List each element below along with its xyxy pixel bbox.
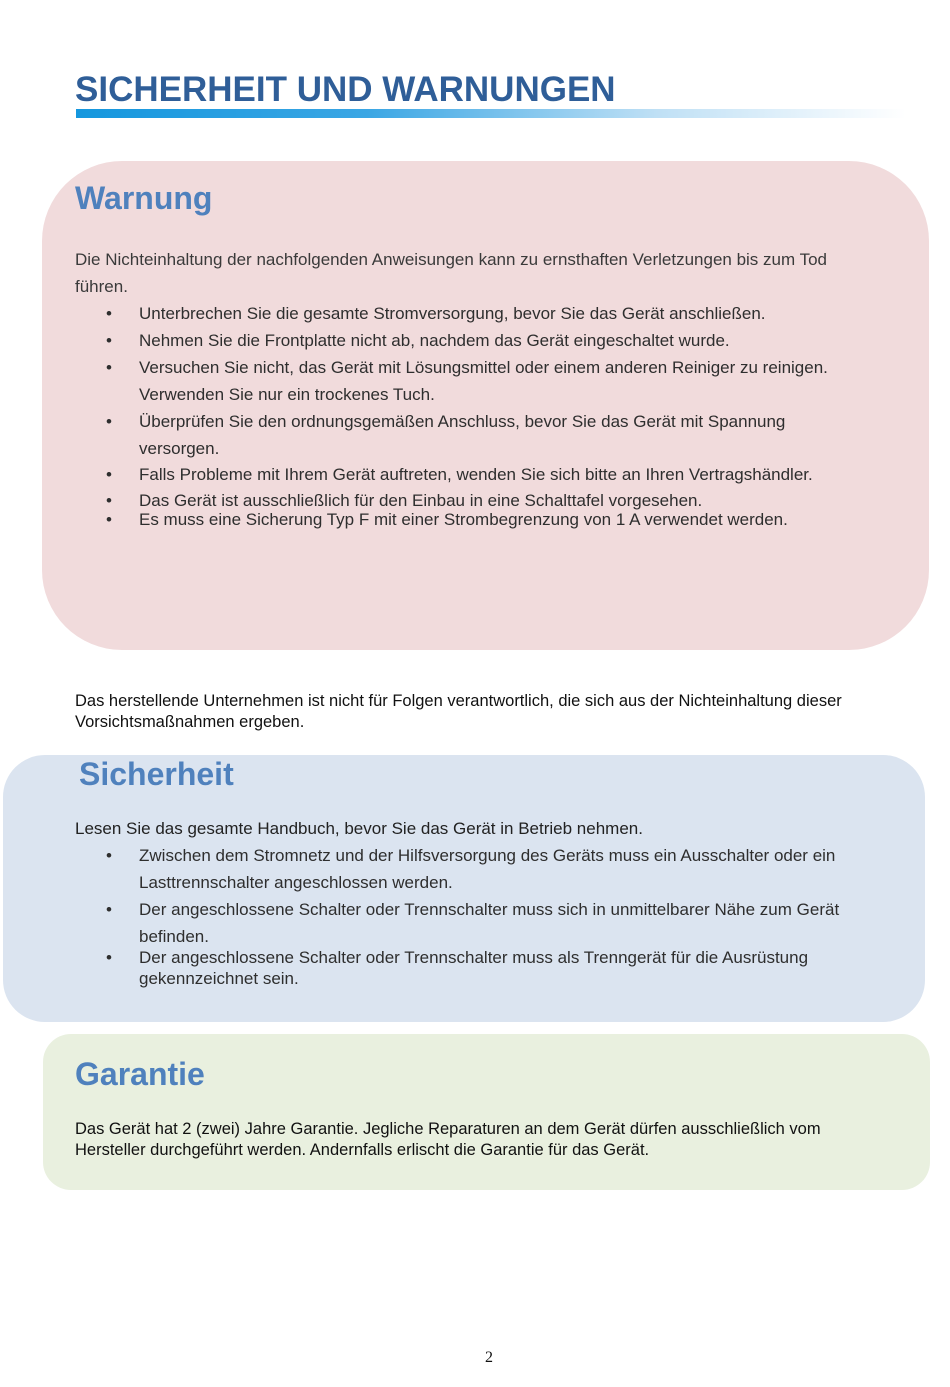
warning-list bbox=[75, 300, 828, 530]
list-item bbox=[75, 354, 828, 408]
safety-heading: Sicherheit bbox=[79, 756, 234, 792]
list-item bbox=[75, 462, 828, 488]
bullet-icon: • bbox=[106, 465, 112, 484]
bullet-icon: • bbox=[106, 331, 112, 350]
bullet-icon: • bbox=[106, 948, 112, 967]
list-item bbox=[75, 896, 839, 950]
list-item-text: Überprüfen Sie den ordnungsgemäßen Anschluss, bevor Sie das Gerät mit Spannung bbox=[139, 412, 786, 431]
list-item-text: gekennzeichnet sein. bbox=[139, 969, 299, 988]
warranty-text bbox=[75, 1119, 821, 1161]
safety-intro: Lesen Sie das gesamte Handbuch, bevor Sie das Gerät in Betrieb nehmen. bbox=[75, 819, 643, 838]
warning-heading: Warnung bbox=[75, 180, 213, 216]
list-item-text: befinden. bbox=[139, 927, 209, 946]
list-item bbox=[75, 510, 828, 530]
list-item-text: Verwenden Sie nur ein trockenes Tuch. bbox=[139, 385, 435, 404]
list-item-text: Falls Probleme mit Ihrem Gerät auftreten, wenden Sie sich bitte an Ihren Vertragshändler. bbox=[139, 465, 813, 484]
warranty-line: Das Gerät hat 2 (zwei) Jahre Garantie. Jegliche Reparaturen an dem Gerät dürfen ausschließlich vom bbox=[75, 1120, 821, 1138]
list-item-text: Das Gerät ist ausschließlich für den Einbau in eine Schalttafel vorgesehen. bbox=[139, 491, 703, 510]
list-item-text: Nehmen Sie die Frontplatte nicht ab, nachdem das Gerät eingeschaltet wurde. bbox=[139, 331, 730, 350]
disclaimer-line: Das herstellende Unternehmen ist nicht für Folgen verantwortlich, die sich aus der Nichteinhaltung dieser bbox=[75, 692, 842, 710]
bullet-icon: • bbox=[106, 304, 112, 323]
list-item-text: Es muss eine Sicherung Typ F mit einer Strombegrenzung von 1 A verwendet werden. bbox=[139, 510, 788, 529]
bullet-icon: • bbox=[106, 900, 112, 919]
list-item-text: Lasttrennschalter angeschlossen werden. bbox=[139, 873, 453, 892]
list-item bbox=[75, 408, 828, 462]
bullet-icon: • bbox=[106, 491, 112, 510]
list-item bbox=[75, 300, 828, 327]
bullet-icon: • bbox=[106, 358, 112, 377]
list-item-text: Der angeschlossene Schalter oder Trennschalter muss sich in unmittelbarer Nähe zum Gerät bbox=[139, 900, 840, 919]
disclaimer bbox=[75, 691, 842, 733]
disclaimer-line: Vorsichtsmaßnahmen ergeben. bbox=[75, 713, 305, 731]
warning-intro-line: führen. bbox=[75, 277, 128, 296]
list-item-text: Versuchen Sie nicht, das Gerät mit Lösungsmittel oder einem anderen Reiniger zu reinigen. bbox=[139, 358, 828, 377]
warranty-heading: Garantie bbox=[75, 1056, 205, 1092]
page-number: 2 bbox=[485, 1349, 493, 1366]
bullet-icon: • bbox=[106, 846, 112, 865]
list-item-text: versorgen. bbox=[139, 439, 220, 458]
bullet-icon: • bbox=[106, 412, 112, 431]
warning-intro bbox=[75, 246, 827, 300]
page-title: SICHERHEIT UND WARNUNGEN bbox=[75, 70, 616, 109]
title-underline bbox=[76, 109, 906, 118]
list-item bbox=[75, 327, 828, 354]
list-item bbox=[75, 947, 839, 989]
list-item-text: Zwischen dem Stromnetz und der Hilfsversorgung des Geräts muss ein Ausschalter oder ein bbox=[139, 846, 836, 865]
warranty-line: Hersteller durchgeführt werden. Andernfalls erlischt die Garantie für das Gerät. bbox=[75, 1141, 650, 1159]
list-item-text: Unterbrechen Sie die gesamte Stromversorgung, bevor Sie das Gerät anschließen. bbox=[139, 304, 766, 323]
warning-intro-line: Die Nichteinhaltung der nachfolgenden Anweisungen kann zu ernsthaften Verletzungen bis zum Tod bbox=[75, 250, 827, 269]
bullet-icon: • bbox=[106, 510, 112, 529]
list-item-text: Der angeschlossene Schalter oder Trennschalter muss als Trenngerät für die Ausrüstung bbox=[139, 948, 809, 967]
list-item bbox=[75, 842, 839, 896]
safety-list bbox=[75, 842, 839, 989]
